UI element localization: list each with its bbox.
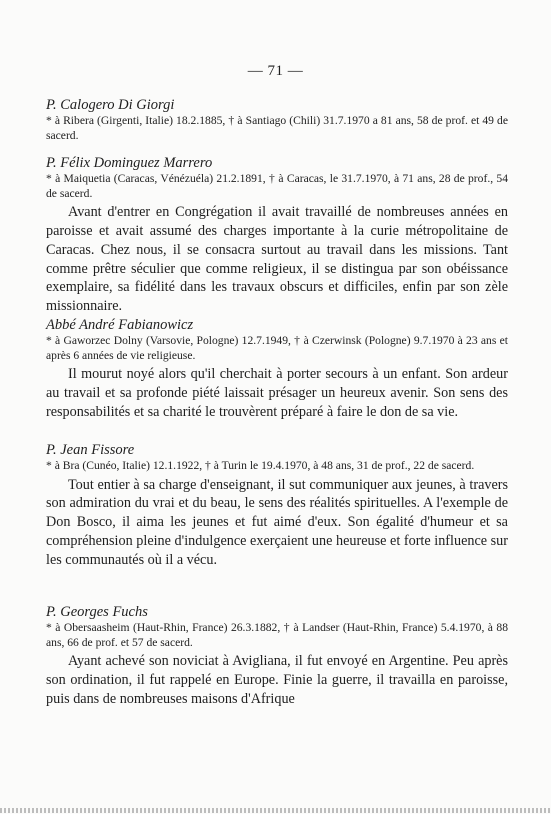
entry-name: Abbé André Fabianowicz: [46, 317, 194, 333]
entry-details: * à Obersaasheim (Haut-Rhin, France) 26.3.1882, † à Landser (Haut-Rhin, France) 5.4.1970, à 88 ans, 66 de prof. et 57 de sacerd.: [46, 621, 508, 649]
entry-biography: Tout entier à sa charge d'enseignant, il sut communiquer aux jeunes, à travers son admiration du vrai et du beau, le sens des réalités spirituelles. A l'exemple de Don Bosco, il aima les jeunes et fut aimé d'eux. Son égalité d'humeur et sa compréhension pleine d'indulgence exerçaient une heureuse et forte influence sur les communautés où il a vécu.: [46, 476, 508, 568]
obituary-entry: [46, 604, 508, 709]
page-bottom-edge: [0, 808, 551, 813]
entry-details: * à Gaworzec Dolny (Varsovie, Pologne) 12.7.1949, † à Czerwinsk (Pologne) 9.7.1970 à 23 ans et après 6 années de vie religieuse.: [46, 334, 508, 362]
obituary-entry: [46, 317, 508, 422]
entry-biography: Ayant achevé son noviciat à Avigliana, il fut envoyé en Argentine. Peu après son ordination, il fut rappelé en Europe. Finie la guerre, il travailla en paroisse, puis dans de nombreuses maisons d'Afrique: [46, 653, 508, 707]
entry-biography: Il mourut noyé alors qu'il cherchait à porter secours à un enfant. Son ardeur au travail et sa profonde piété laissait présager un heureux avenir. Son sens des responsabilités et sa charité le trouvèrent préparé à faire le don de sa vie.: [46, 366, 508, 420]
obituary-entry: [46, 97, 508, 143]
entry-details: * à Maiquetia (Caracas, Vénézuéla) 21.2.1891, † à Caracas, le 31.7.1970, à 71 ans, 28 de prof., 54 de sacerd.: [46, 172, 508, 200]
entry-name: P. Jean Fissore: [46, 442, 135, 458]
entry-details: * à Ribera (Girgenti, Italie) 18.2.1885, † à Santiago (Chili) 31.7.1970 a 81 ans, 58 de prof. et 49 de sacerd.: [46, 114, 508, 142]
entry-biography: Avant d'entrer en Congrégation il avait travaillé de nombreuses années en paroisse et avait assumé des charges importante à la curie métropolitaine de Caracas. Chez nous, il se consacra surtout au travail dans les missions. Tant comme prêtre séculier que comme religieux, il se distingua par son obéissance exemplaire, sa fidélité dans les travaux obscurs et difficiles, enfin par son zèle missionnaire.: [46, 204, 508, 315]
obituary-entry: [46, 155, 508, 316]
entry-name: P. Félix Dominguez Marrero: [46, 155, 213, 171]
entry-name: P. Georges Fuchs: [46, 604, 148, 620]
entry-details: * à Bra (Cunéo, Italie) 12.1.1922, † à Turin le 19.4.1970, à 48 ans, 31 de prof., 22 de sacerd.: [46, 459, 475, 472]
page-number: — 71 —: [247, 63, 304, 79]
obituary-entry: [46, 442, 508, 570]
entry-name: P. Calogero Di Giorgi: [46, 97, 175, 113]
